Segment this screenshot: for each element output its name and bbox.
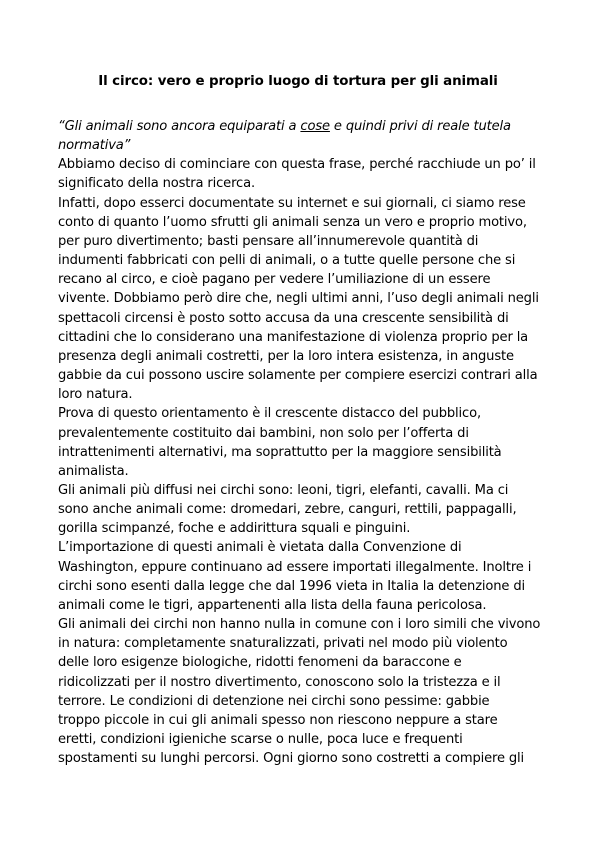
body-line: significato della nostra ricerca. bbox=[58, 176, 255, 192]
body-line: indumenti fabbricati con pelli di animali, o a tutte quelle persone che si bbox=[58, 253, 516, 269]
body-line: gorilla scimpanzé, foche e addirittura squali e pinguini. bbox=[58, 521, 411, 537]
body-line: Gli animali dei circhi non hanno nulla in comune con i loro simili che vivono bbox=[58, 617, 541, 633]
body-line: gabbie da cui possono uscire solamente per compiere esercizi contrari alla bbox=[58, 368, 538, 384]
body-line: per puro divertimento; basti pensare all’innumerevole quantità di bbox=[58, 233, 479, 249]
body-line: L’importazione di questi animali è vietata dalla Convenzione di bbox=[58, 540, 462, 556]
body-line: animalista. bbox=[58, 463, 129, 479]
body-line: delle loro esigenze biologiche, ridotti fenomeni da baraccone e bbox=[58, 655, 462, 671]
body-line: Abbiamo deciso di cominciare con questa frase, perché racchiude un po’ il bbox=[58, 157, 536, 173]
quote-line-1 bbox=[58, 117, 542, 136]
quote-underlined-word: cose bbox=[300, 119, 330, 134]
body-line: Washington, eppure continuano ad essere importati illegalmente. Inoltre i bbox=[58, 559, 532, 575]
body-line: conto di quanto l’uomo sfrutti gli animali senza un vero e proprio motivo, bbox=[58, 214, 527, 230]
body-line: sono anche animali come: dromedari, zebre, canguri, rettili, pappagalli, bbox=[58, 502, 517, 518]
document-body bbox=[58, 117, 542, 768]
body-line: prevalentemente costituito dai bambini, non solo per l’offerta di bbox=[58, 425, 469, 441]
body-line: terrore. Le condizioni di detenzione nei circhi sono pessime: gabbie bbox=[58, 693, 490, 709]
body-line: Prova di questo orientamento è il crescente distacco del pubblico, bbox=[58, 406, 481, 422]
body-line: eretti, condizioni igieniche scarse o nulle, poca luce e frequenti bbox=[58, 732, 463, 747]
body-line: spostamenti su lunghi percorsi. Ogni giorno sono costretti a compiere gli bbox=[58, 751, 525, 767]
body-line: Infatti, dopo esserci documentate su internet e sui giornali, ci siamo rese bbox=[58, 195, 526, 211]
body-line: animali come le tigri, appartenenti alla lista della fauna pericolosa. bbox=[58, 597, 487, 613]
document-title: Il circo: vero e proprio luogo di tortura per gli animali bbox=[98, 74, 498, 89]
quote-line-2: normativa” bbox=[58, 138, 131, 154]
body-line: ridicolizzati per il nostro divertimento, conoscono solo la tristezza e il bbox=[58, 674, 501, 690]
body-line: vivente. Dobbiamo però dire che, negli ultimi anni, l’uso degli animali negli bbox=[58, 291, 539, 307]
body-line: recano al circo, e cioè pagano per vedere l’umiliazione di un essere bbox=[58, 272, 491, 288]
quote-text-start: “Gli animali sono ancora equiparati a bbox=[58, 119, 301, 134]
body-line: in natura: completamente snaturalizzati, privati nel modo più violento bbox=[58, 636, 508, 652]
body-line: circhi sono esenti dalla legge che dal 1996 vieta in Italia la detenzione di bbox=[58, 578, 525, 594]
body-line: loro natura. bbox=[58, 387, 133, 403]
body-line: Gli animali più diffusi nei circhi sono: leoni, tigri, elefanti, cavalli. Ma ci bbox=[58, 482, 509, 498]
body-line: troppo piccole in cui gli animali spesso non riescono neppure a stare bbox=[58, 712, 498, 728]
quote-text-end: e quindi privi di reale tutela bbox=[329, 119, 511, 134]
body-line: presenza degli animali costretti, per la loro intera esistenza, in anguste bbox=[58, 348, 514, 364]
body-line: cittadini che lo considerano una manifestazione di violenza proprio per la bbox=[58, 329, 529, 345]
body-line: spettacoli circensi è posto sotto accusa da una crescente sensibilità di bbox=[58, 310, 509, 326]
body-line: intrattenimenti alternativi, ma soprattutto per la maggiore sensibilità bbox=[58, 444, 502, 460]
